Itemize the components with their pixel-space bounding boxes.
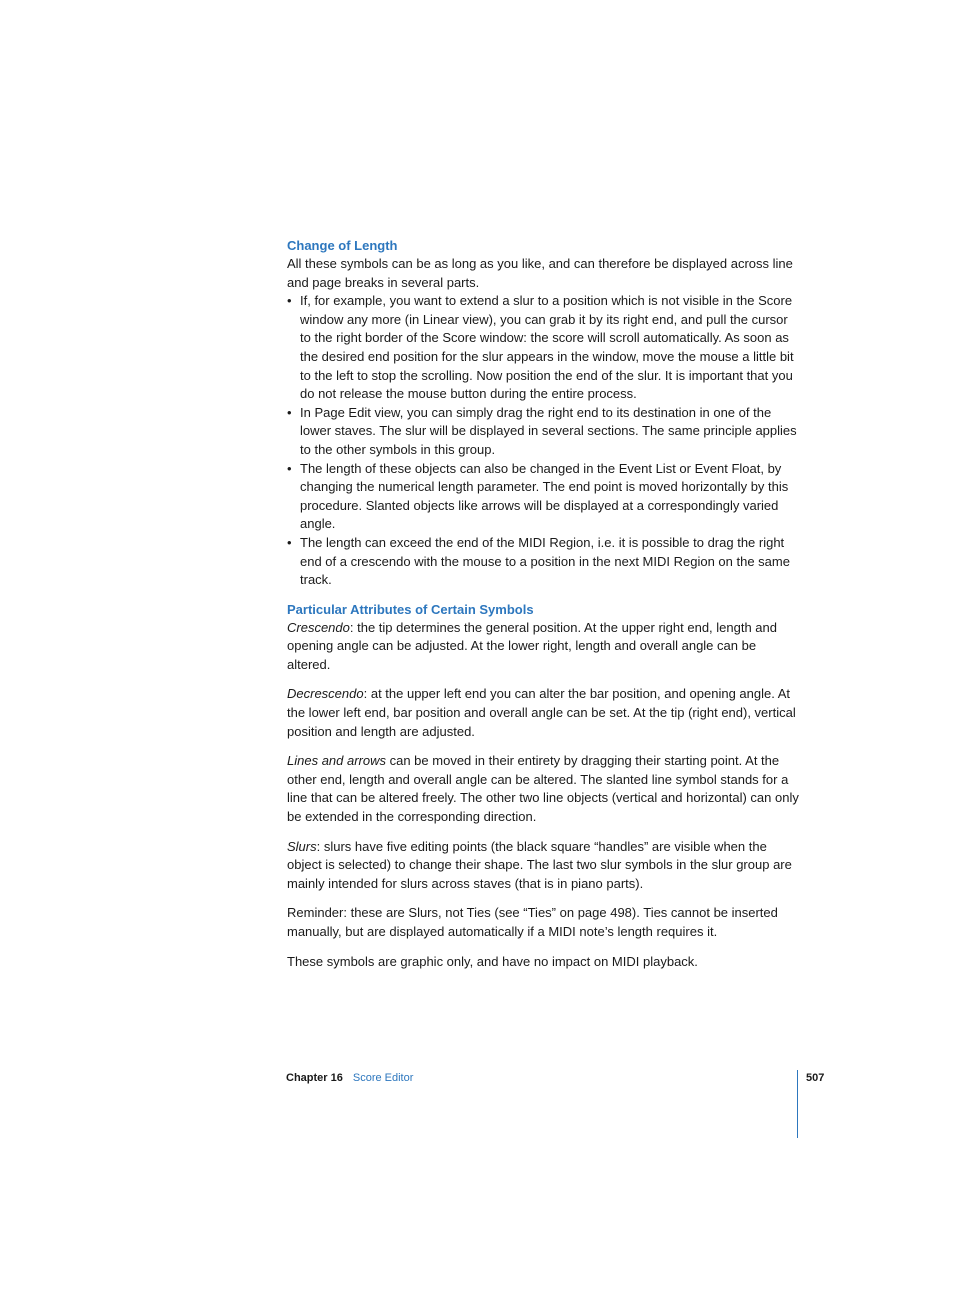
slurs-term: Slurs — [287, 838, 317, 854]
bullet-item: • The length can exceed the end of the MIDI Region, i.e. it is possible to drag the right end of a crescendo with the mouse to a position in the next MIDI Region on the same track. — [287, 534, 799, 590]
graphic-only-paragraph: These symbols are graphic only, and have no impact on MIDI playback. — [287, 953, 698, 969]
footer-chapter: Chapter 16 — [286, 1072, 343, 1084]
slurs-paragraph — [287, 838, 799, 894]
bullet-item: • In Page Edit view, you can simply drag the right end to its destination in one of the lower staves. The slur will be displayed in several sections. The same principle applies to the other symbols in this group. — [287, 404, 799, 460]
page-number: 507 — [806, 1072, 825, 1084]
bullet-item: • If, for example, you want to extend a slur to a position which is not visible in the Score window any more (in Linear view), you can grab it by its right end, and pull the cursor to the right border of the Score window: the score will scroll automatically. As soon as the desired end position for the slur appears in the window, move the mouse a little bit to the left to stop the scrolling. Now position the end of the slur. It is important that you do not release the mouse button during the entire process. — [287, 292, 799, 404]
footer-vertical-rule — [797, 1070, 798, 1138]
heading-particular-attributes: Particular Attributes of Certain Symbols — [287, 601, 534, 617]
decrescendo-text: : at the upper left end you can alter the bar position, and opening angle. At the lower left end, bar position and overall angle can be set. At the tip (right end), vertical position and length are adjusted. — [287, 686, 796, 739]
slurs-text: : slurs have five editing points (the black square “handles” are visible when the object is selected) to change their shape. The last two slur symbols in the slur group are mainly intended for slurs across staves (that is in piano parts). — [287, 838, 792, 891]
change-of-length-bullet-list — [287, 292, 799, 590]
heading-change-of-length: Change of Length — [287, 238, 398, 253]
change-of-length-intro: All these symbols can be as long as you like, and can therefore be displayed across line and page breaks in several parts. — [287, 256, 793, 290]
lines-arrows-text: can be moved in their entirety by dragging their starting point. At the other end, length and overall angle can be altered. The slanted line symbol stands for a line that can be altered freely. The other two line objects (vertical and horizontal) can only be extended in the corresponding direction. — [287, 753, 799, 825]
decrescendo-paragraph — [287, 685, 799, 741]
crescendo-term: Crescendo — [287, 619, 350, 635]
decrescendo-term: Decrescendo — [287, 686, 364, 702]
page-footer — [286, 1070, 413, 1086]
crescendo-paragraph — [287, 619, 799, 675]
footer-section-title: Score Editor — [352, 1072, 414, 1084]
bullet-item: • The length of these objects can also be changed in the Event List or Event Float, by changing the numerical length parameter. The end point is moved horizontally by this procedure. Slanted objects like arrows will be displayed at a correspondingly varied angle. — [287, 460, 799, 534]
lines-arrows-paragraph — [287, 752, 799, 826]
lines-arrows-term: Lines and arrows — [287, 753, 386, 769]
reminder-paragraph: Reminder: these are Slurs, not Ties (see “Ties” on page 498). Ties cannot be inserted manually, but are displayed automatically if a MIDI note’s length requires it. — [287, 905, 778, 939]
crescendo-text: : the tip determines the general position. At the upper right end, length and opening angle can be adjusted. At the lower right, length and overall angle can be altered. — [287, 619, 777, 672]
page-content — [287, 236, 799, 971]
